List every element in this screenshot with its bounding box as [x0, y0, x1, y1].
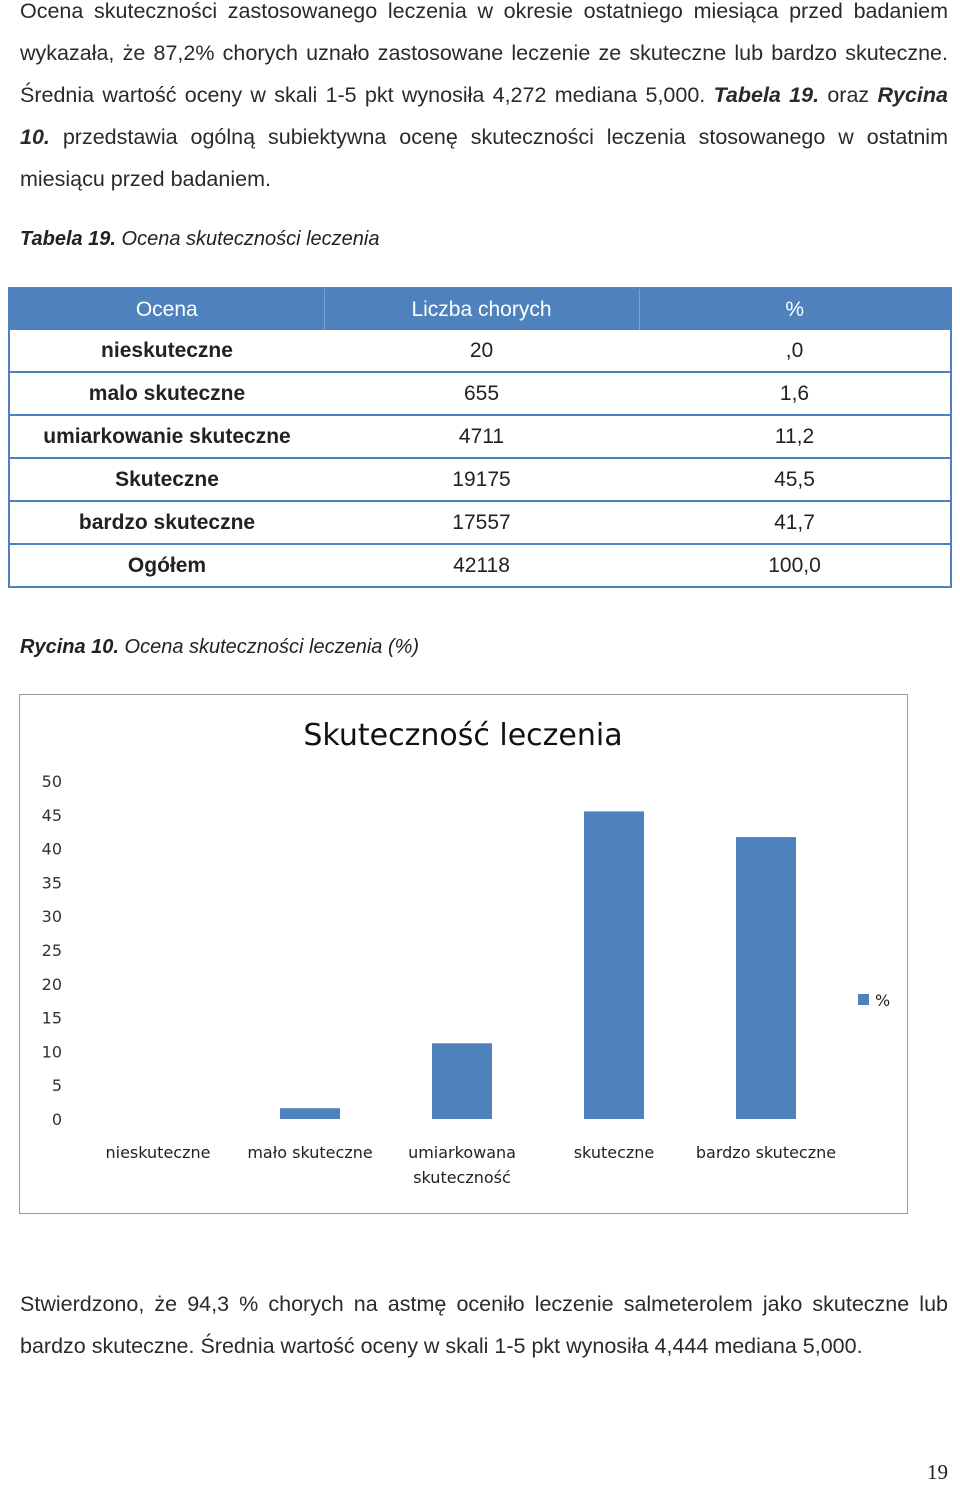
intro-paragraph: [20, 0, 948, 200]
legend-swatch: [858, 994, 869, 1005]
y-tick-label: 5: [51, 1076, 62, 1096]
table-cell: nieskuteczne: [101, 338, 233, 362]
table-cell: 41,7: [639, 501, 951, 544]
bar-chart-svg: [20, 695, 907, 1213]
table-reference: Tabela 19.: [713, 83, 820, 107]
table-header-cell: %: [639, 288, 951, 330]
table-caption-text: Ocena skuteczności leczenia: [115, 228, 380, 250]
y-tick-label: 40: [41, 839, 62, 859]
table-cell: 100,0: [639, 544, 951, 587]
y-tick-label: 15: [41, 1008, 62, 1028]
y-tick-label: 35: [41, 873, 62, 893]
intro-text-2: oraz: [819, 83, 878, 107]
y-tick-label: 20: [41, 974, 62, 994]
results-table: [8, 287, 952, 588]
bar: [736, 837, 796, 1119]
figure-caption-text: Ocena skuteczności leczenia (%): [118, 636, 420, 658]
x-tick-label: bardzo skuteczne: [695, 1143, 837, 1162]
table-cell: ,0: [785, 338, 804, 362]
y-tick-label: 45: [41, 805, 62, 825]
table-cell: bardzo skuteczne: [9, 501, 324, 544]
y-tick-label: 30: [41, 907, 62, 927]
table-cell: 42118: [324, 544, 639, 587]
table-cell: 19175: [324, 458, 639, 501]
x-tick-label: skuteczne: [573, 1143, 655, 1162]
table-header-cell: Ocena: [9, 288, 324, 330]
bar: [432, 1043, 492, 1119]
table-cell: malo skuteczne: [9, 372, 324, 415]
table-row: [9, 501, 951, 544]
figure-reference: Rycina 10.: [20, 83, 948, 149]
chart-title: Skuteczność leczenia: [303, 718, 623, 753]
page-number: 19: [927, 1460, 948, 1484]
table-cell: 17557: [324, 501, 639, 544]
table-header-cell: Liczba chorych: [324, 288, 639, 330]
x-tick-label: nieskuteczne: [105, 1143, 211, 1162]
table-row: [9, 544, 951, 587]
bar: [280, 1108, 340, 1119]
y-tick-label: 50: [41, 772, 62, 791]
bar: [584, 811, 644, 1119]
table-cell: 20: [469, 338, 494, 362]
x-tick-label: mało skuteczne: [247, 1143, 373, 1162]
table-cell: Skuteczne: [9, 458, 324, 501]
x-tick-label: skuteczność: [413, 1168, 511, 1187]
table-cell: 655: [324, 372, 639, 415]
figure-caption-label: Rycina 10.: [20, 636, 119, 658]
summary-paragraph: Stwierdzono, że 94,3 % chorych na astmę oceniło leczenie salmeterolem jako skuteczne lub bardzo skuteczne. Średnia wartość oceny w skali 1-5 pkt wynosiła 4,444 mediana 5,000.: [20, 1292, 948, 1358]
bar-chart: [19, 694, 908, 1214]
table-row: [9, 372, 951, 415]
table-cell: 45,5: [639, 458, 951, 501]
y-tick-label: 25: [41, 941, 62, 960]
y-tick-label: 10: [41, 1042, 62, 1062]
figure-caption: [20, 636, 419, 659]
table-caption-label: Tabela 19.: [20, 228, 116, 250]
table-cell: Ogółem: [9, 544, 324, 587]
table-row: [9, 415, 951, 458]
intro-text-1: Ocena skuteczności zastosowanego leczenia w okresie ostatniego miesiąca przed badaniem wykazała, że 87,2% chorych uznało zastosowane leczenie ze skuteczne lub bardzo skuteczne. Średnia wartość oceny w skali 1-5 pkt wynosiła 4,272 mediana 5,000.: [20, 0, 948, 107]
table-cell: 1,6: [639, 372, 951, 415]
legend-label: %: [875, 991, 891, 1010]
table-cell: 4711: [324, 415, 639, 458]
table-cell: 11,2: [639, 415, 951, 458]
y-tick-label: 0: [51, 1110, 62, 1129]
table-row: [9, 330, 951, 372]
table-header-row: [9, 288, 951, 330]
table-caption: [20, 228, 379, 251]
intro-text-3: przedstawia ogólną subiektywna ocenę skuteczności leczenia stosowanego w ostatnim miesiącu przed badaniem.: [20, 125, 948, 191]
table-row: [9, 458, 951, 501]
table-cell: umiarkowanie skuteczne: [9, 415, 324, 458]
x-tick-label: umiarkowana: [408, 1143, 516, 1162]
